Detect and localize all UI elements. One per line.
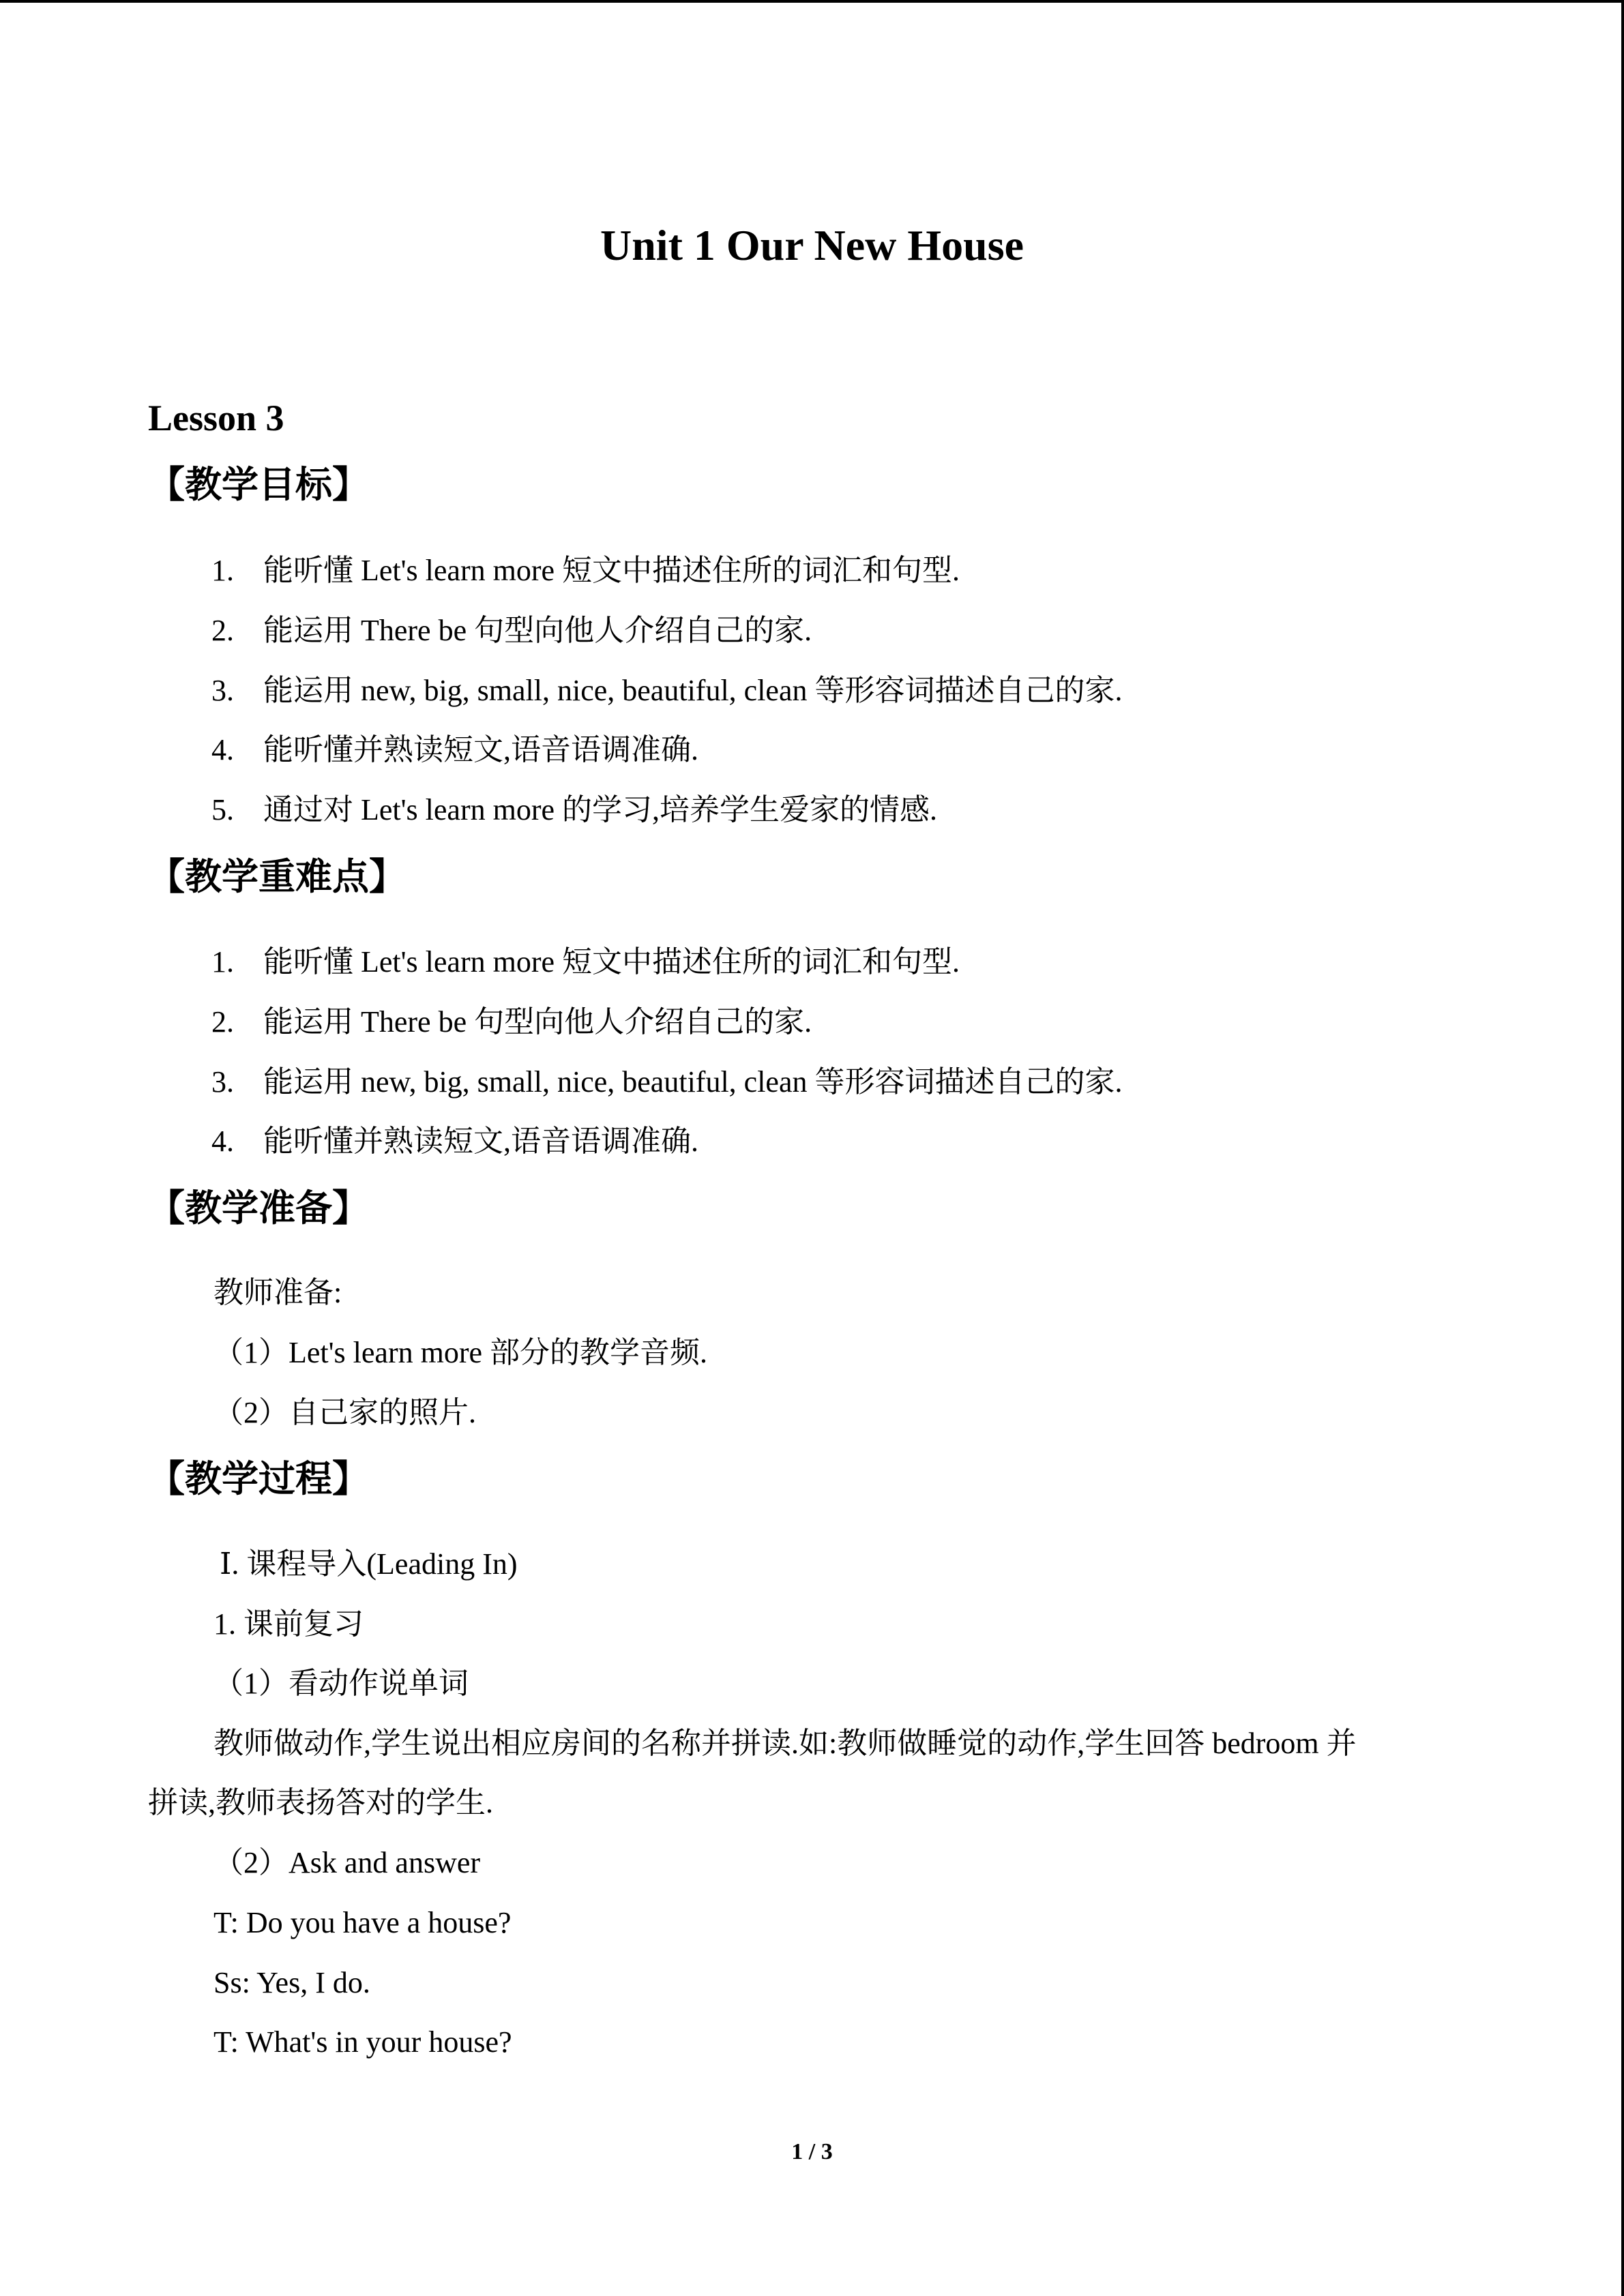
document-title: Unit 1 Our New House (600, 221, 1024, 269)
list-text: 能运用 There be 句型向他人介绍自己的家. (263, 614, 812, 647)
list-number: （1） (213, 1336, 289, 1369)
objective-item-3 (211, 670, 1122, 711)
page-number: 1 / 3 (791, 2139, 833, 2164)
dialog-line-2: Ss: Yes, I do. (213, 1966, 370, 1999)
list-number: 1. (211, 945, 234, 979)
list-text: 能听懂并熟读短文,语音语调准确. (263, 733, 698, 766)
lesson-label: Lesson 3 (148, 398, 284, 438)
objective-item-1 (211, 550, 960, 591)
objective-item-2 (211, 610, 812, 651)
list-number: 5. (211, 793, 234, 826)
list-number: 2. (211, 614, 234, 647)
list-text: 能运用 new, big, small, nice, beautiful, clean 等形容词描述自己的家. (263, 1065, 1123, 1099)
section-heading-process: 【教学过程】 (148, 1457, 369, 1500)
process-part-1: Ⅰ. 课程导入(Leading In) (220, 1547, 518, 1581)
process-paragraph-line-1: 教师做动作,学生说出相应房间的名称并拼读.如:教师做睡觉的动作,学生回答 bedroom 并 (213, 1727, 1357, 1760)
key-point-item-3 (211, 1062, 1122, 1103)
list-text: Let's learn more 部分的教学音频. (289, 1336, 708, 1369)
list-text: 通过对 Let's learn more 的学习,培养学生爱家的情感. (263, 793, 938, 826)
dialog-line-3: T: What's in your house? (213, 2025, 512, 2059)
section-heading-preparation: 【教学准备】 (148, 1187, 369, 1229)
list-text: 自己家的照片. (289, 1396, 476, 1429)
section-heading-key-points: 【教学重难点】 (148, 855, 406, 898)
list-number: 4. (211, 733, 234, 766)
list-number: 2. (211, 1005, 234, 1039)
list-text: 能听懂并熟读短文,语音语调准确. (263, 1124, 698, 1158)
preparation-item-1 (213, 1332, 707, 1373)
key-point-item-1 (211, 942, 960, 983)
objective-item-5 (211, 790, 937, 831)
key-point-item-4 (211, 1121, 698, 1162)
dialog-line-1: T: Do you have a house? (213, 1906, 512, 1939)
key-point-item-2 (211, 1002, 812, 1043)
preparation-item-2 (213, 1392, 476, 1433)
list-text: 能听懂 Let's learn more 短文中描述住所的词汇和句型. (263, 554, 960, 587)
list-number: 3. (211, 1065, 234, 1099)
process-sub-2: （2）Ask and answer (213, 1846, 481, 1879)
section-heading-objectives: 【教学目标】 (148, 463, 369, 506)
preparation-intro: 教师准备: (213, 1276, 342, 1309)
list-text: 能听懂 Let's learn more 短文中描述住所的词汇和句型. (263, 945, 960, 979)
list-number: 3. (211, 674, 234, 707)
objective-item-4 (211, 730, 698, 771)
list-number: 4. (211, 1124, 234, 1158)
process-sub-1: （1）看动作说单词 (213, 1667, 469, 1700)
list-text: 能运用 new, big, small, nice, beautiful, clean 等形容词描述自己的家. (263, 674, 1123, 707)
process-step-1: 1. 课前复习 (213, 1607, 364, 1641)
list-number: （2） (213, 1396, 289, 1429)
list-number: 1. (211, 554, 234, 587)
process-paragraph-line-2: 拼读,教师表扬答对的学生. (148, 1786, 493, 1819)
list-text: 能运用 There be 句型向他人介绍自己的家. (263, 1005, 812, 1039)
